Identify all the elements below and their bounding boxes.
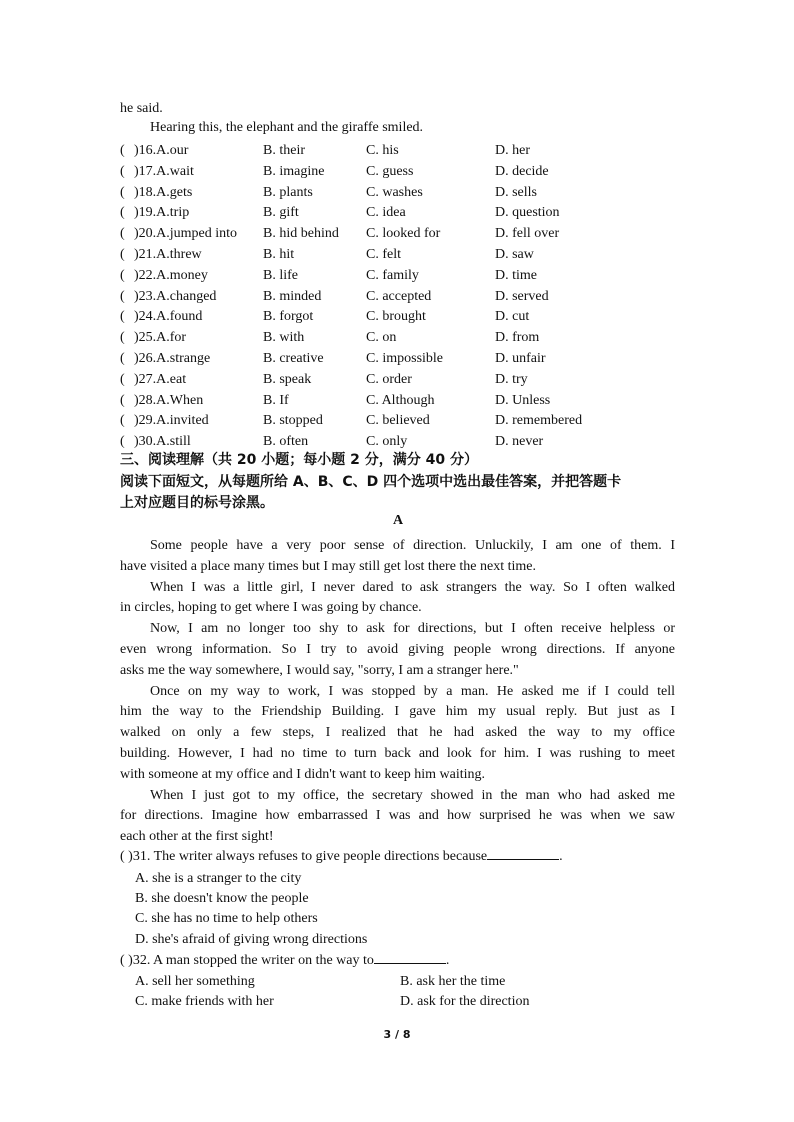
cloze-paren: (: [120, 309, 125, 325]
cloze-c: C. guess: [366, 163, 414, 179]
passage-line: even wrong information. So I try to avoid giving people wrong directions. If anyone: [120, 642, 675, 657]
passage-line: When I just got to my office, the secretary showed in the man who had asked me: [150, 787, 675, 803]
question-32-option-c: C. make friends with her: [135, 994, 274, 1009]
cloze-d: D. sells: [495, 184, 537, 200]
cloze-paren: (: [120, 371, 125, 387]
cloze-num: )21.A.threw: [134, 247, 202, 262]
cloze-num: )19.A.trip: [134, 205, 190, 221]
cloze-num: )22.A.money: [134, 267, 208, 283]
cloze-b: B. plants: [263, 184, 313, 200]
cloze-paren: (: [120, 184, 125, 200]
cloze-c: C. only: [366, 434, 408, 450]
passage-line: Now, I am no longer too shy to ask for directions, but I often receive helpless or: [150, 621, 675, 637]
cloze-num: )30.A.still: [134, 434, 191, 450]
cloze-paren: (: [120, 163, 125, 179]
cloze-b: B. gift: [263, 205, 299, 221]
cloze-b: B. life: [263, 267, 298, 283]
passage-line: each other at the first sight!: [120, 829, 274, 845]
cloze-b: B. often: [263, 434, 309, 450]
cloze-num: )23.A.changed: [134, 288, 217, 304]
passage-line: asks me the way somewhere, I would say, "sorry, I am a stranger here.": [120, 662, 519, 678]
cloze-d: D. cut: [495, 309, 530, 325]
intro-line-1: he said.: [120, 101, 163, 116]
question-32-option-a: A. sell her something: [135, 974, 255, 989]
question-32-period: .: [445, 953, 450, 968]
cloze-d: D. from: [495, 330, 540, 346]
cloze-num: )28.A.When: [134, 392, 204, 408]
question-31-option-c: C. she has no time to help others: [135, 911, 318, 926]
passage-line: When I was a little girl, I never dared to ask strangers the way. So I often walked: [150, 579, 675, 595]
cloze-b: B. with: [263, 330, 305, 346]
answer-blank: [487, 847, 559, 860]
cloze-c: C. accepted: [366, 288, 432, 304]
cloze-b: B. hit: [263, 247, 295, 262]
cloze-num: )26.A.strange: [134, 351, 211, 366]
section-title: 三、阅读理解（共 20 小题；每小题 2 分，满分 40 分）: [120, 452, 478, 468]
cloze-num: )18.A.gets: [134, 184, 193, 200]
cloze-d: D. decide: [495, 163, 549, 179]
intro-line-2: Hearing this, the elephant and the giraffe smiled.: [150, 120, 424, 135]
cloze-paren: (: [120, 351, 125, 366]
passage-line: for directions. Imagine how embarrassed I was and how surprised he was when we saw: [120, 808, 675, 824]
cloze-paren: (: [120, 392, 125, 408]
passage-line: building. However, I had no time to turn back and look for him. I was rushing to meet: [120, 746, 675, 761]
section-instruction-2: 上对应题目的标号涂黑。: [120, 495, 274, 511]
cloze-paren: (: [120, 247, 125, 262]
passage-line: have visited a place many times but I may still get lost there the next time.: [120, 558, 537, 574]
cloze-b: B. hid behind: [263, 226, 339, 242]
cloze-num: )24.A.found: [134, 309, 203, 325]
cloze-b: B. creative: [263, 351, 324, 366]
cloze-num: )16.A.our: [134, 143, 189, 158]
cloze-paren: (: [120, 205, 125, 221]
cloze-c: C. idea: [366, 205, 406, 221]
cloze-c: C. order: [366, 371, 412, 387]
cloze-c: C. looked for: [366, 226, 441, 242]
section-instruction-1: 阅读下面短文，从每题所给 A、B、C、D 四个选项中选出最佳答案，并把答题卡: [120, 474, 622, 490]
cloze-c: C. Although: [366, 392, 435, 408]
cloze-num: )29.A.invited: [134, 413, 209, 429]
cloze-c: C. his: [366, 143, 399, 158]
cloze-c: C. on: [366, 330, 397, 346]
passage-line: in circles, hoping to get where I was going by chance.: [120, 600, 422, 616]
cloze-num: )27.A.eat: [134, 371, 187, 387]
passage-line: Once on my way to work, I was stopped by a man. He asked me if I could tell: [150, 683, 675, 699]
cloze-paren: (: [120, 143, 125, 158]
cloze-b: B. forgot: [263, 309, 314, 325]
cloze-num: )25.A.for: [134, 330, 187, 346]
cloze-c: C. believed: [366, 413, 430, 429]
question-31-option-a: A. she is a stranger to the city: [135, 871, 302, 886]
cloze-paren: (: [120, 330, 125, 346]
cloze-num: )17.A.wait: [134, 163, 194, 179]
cloze-d: D. served: [495, 288, 549, 304]
cloze-b: B. imagine: [263, 163, 325, 179]
cloze-c: C. washes: [366, 184, 423, 200]
question-32-stem: [120, 951, 449, 972]
question-31-text: ( )31. The writer always refuses to give people directions because: [120, 849, 488, 864]
cloze-c: C. impossible: [366, 351, 444, 366]
cloze-c: C. brought: [366, 309, 426, 325]
question-32-option-d: D. ask for the direction: [400, 994, 530, 1009]
cloze-d: D. remembered: [495, 413, 583, 429]
cloze-b: B. speak: [263, 371, 312, 387]
passage-letter: A: [393, 513, 404, 528]
cloze-paren: (: [120, 413, 125, 429]
passage-line: with someone at my office and I didn't want to keep him waiting.: [120, 766, 486, 782]
passage-line: Some people have a very poor sense of direction. Unluckily, I am one of them. I: [150, 538, 675, 553]
question-31-option-d: D. she's afraid of giving wrong directions: [135, 932, 368, 947]
question-32-text: ( )32. A man stopped the writer on the way to: [120, 953, 374, 968]
cloze-b: B. stopped: [263, 413, 323, 429]
cloze-d: D. question: [495, 205, 560, 221]
cloze-d: D. saw: [495, 247, 534, 262]
question-31-stem: [120, 847, 563, 868]
cloze-b: B. If: [263, 392, 289, 408]
cloze-d: D. try: [495, 371, 528, 387]
cloze-b: B. their: [263, 143, 305, 158]
question-31-option-b: B. she doesn't know the people: [135, 891, 309, 906]
page-number: 3 / 8: [383, 1028, 411, 1041]
cloze-d: D. fell over: [495, 226, 560, 242]
cloze-paren: (: [120, 288, 125, 304]
question-32-option-b: B. ask her the time: [400, 974, 506, 989]
cloze-c: C. felt: [366, 247, 401, 262]
cloze-c: C. family: [366, 267, 419, 283]
cloze-d: D. Unless: [495, 392, 551, 408]
cloze-paren: (: [120, 226, 125, 242]
cloze-num: )20.A.jumped into: [134, 226, 238, 242]
cloze-d: D. unfair: [495, 351, 546, 366]
passage-line: him the way to the Friendship Building. I gave him my usual reply. But just as I: [120, 704, 675, 720]
cloze-d: D. time: [495, 267, 537, 283]
cloze-paren: (: [120, 434, 125, 450]
question-31-period: .: [559, 849, 563, 864]
cloze-d: D. never: [495, 434, 544, 450]
answer-blank: [374, 951, 446, 964]
cloze-b: B. minded: [263, 288, 322, 304]
cloze-paren: (: [120, 267, 125, 283]
cloze-d: D. her: [495, 143, 530, 158]
passage-line: walked on only a few steps, I realized that he had asked the way to my office: [120, 725, 675, 741]
